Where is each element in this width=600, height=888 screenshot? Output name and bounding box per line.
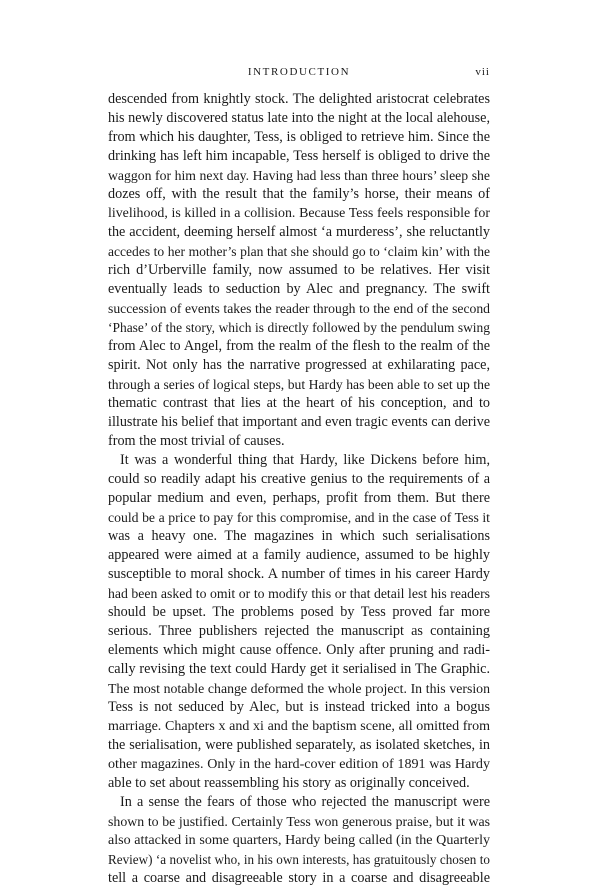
- text-line: marriage. Chapters x and xi and the baptism scene, all omitted from: [108, 719, 490, 734]
- text-line: susceptible to moral shock. A number of times in his career Hardy: [108, 566, 490, 582]
- text-line: spirit. Not only has the narrative progressed at exhilarating pace,: [108, 357, 490, 373]
- text-line: also attacked in some quarters, Hardy being called (in the Quarterly: [108, 832, 490, 848]
- text-line: his newly discovered status late into the night at the local alehouse,: [108, 110, 490, 126]
- text-line: eventually leads to seduction by Alec and pregnancy. The swift: [108, 281, 490, 297]
- text-line: popular medium and even, perhaps, profit from them. But there: [108, 490, 490, 506]
- text-line: illustrate his belief that important and even tragic events can derive: [108, 414, 490, 430]
- running-head-title: INTRODUCTION: [247, 66, 351, 78]
- text-line: could so readily adapt his creative genius to the requirements of a: [108, 471, 490, 487]
- text-line: other magazines. Only in the hard-cover edition of 1891 was Hardy: [108, 756, 490, 772]
- text-line: tell a coarse and disagreeable story in a coarse and disagreeable: [108, 870, 490, 886]
- text-line: from which his daughter, Tess, is obliged to retrieve him. Since the: [108, 129, 490, 145]
- text-line: the serialisation, were published separately, as isolated sketches, in: [108, 737, 490, 753]
- text-line: able to set about reassembling his story as originally conceived.: [108, 775, 470, 791]
- text-line: Tess is not seduced by Alec, but is instead tricked into a bogus: [108, 699, 490, 715]
- text-line: waggon for him next day. Having had less than three hours’ sleep she: [108, 168, 490, 183]
- text-line: from the most trivial of causes.: [108, 433, 285, 449]
- text-line: serious. Three publishers rejected the manuscript as containing: [108, 623, 490, 639]
- text-line: appeared were aimed at a family audience, assumed to be highly: [108, 547, 490, 563]
- text-line: from Alec to Angel, from the realm of the flesh to the realm of the: [108, 338, 490, 354]
- text-line: descended from knightly stock. The delighted aristocrat celebrates: [108, 91, 490, 107]
- text-line: the accident, deeming herself almost ‘a murderess’, she reluctantly: [108, 224, 490, 240]
- text-line: should be upset. The problems posed by Tess proved far more: [108, 604, 490, 620]
- body-text: [108, 90, 490, 888]
- text-line: ‘Phase’ of the story, which is directly followed by the pendulum swing: [108, 320, 490, 335]
- text-line: In a sense the fears of those who rejected the manuscript were: [120, 794, 490, 810]
- text-line: thematic contrast that lies at the heart of his conception, and to: [108, 395, 490, 411]
- text-line: succession of events takes the reader through to the end of the second: [108, 301, 490, 316]
- text-line: Review) ‘a novelist who, in his own interests, has gratuitously chosen to: [108, 852, 490, 867]
- text-line: had been asked to omit or to modify this or that detail lest his readers: [108, 586, 490, 601]
- text-line: elements which might cause offence. Only after pruning and radi-: [108, 642, 490, 658]
- text-line: dozes off, with the result that the family’s horse, their means of: [108, 186, 490, 202]
- running-header: [108, 66, 490, 82]
- text-line: was a heavy one. The magazines in which such serialisations: [108, 528, 490, 544]
- text-line: drinking has left him incapable, Tess herself is obliged to drive the: [108, 148, 490, 164]
- text-line: It was a wonderful thing that Hardy, like Dickens before him,: [120, 452, 490, 468]
- text-line: livelihood, is killed in a collision. Because Tess feels responsible for: [108, 206, 490, 221]
- text-line: through a series of logical steps, but Hardy has been able to set up the: [108, 377, 490, 392]
- text-line: rich d’Urberville family, now assumed to be relatives. Her visit: [108, 262, 490, 278]
- text-line: The most notable change deformed the whole project. In this version: [108, 681, 490, 696]
- page-number: vii: [475, 66, 490, 78]
- text-line: could be a price to pay for this compromise, and in the case of Tess it: [108, 510, 490, 525]
- text-line: accedes to her mother’s plan that she should go to ‘claim kin’ with the: [108, 244, 490, 259]
- text-line: shown to be justified. Certainly Tess won generous praise, but it was: [108, 814, 490, 829]
- text-line: cally revising the text could Hardy get it serialised in The Graphic.: [108, 661, 490, 677]
